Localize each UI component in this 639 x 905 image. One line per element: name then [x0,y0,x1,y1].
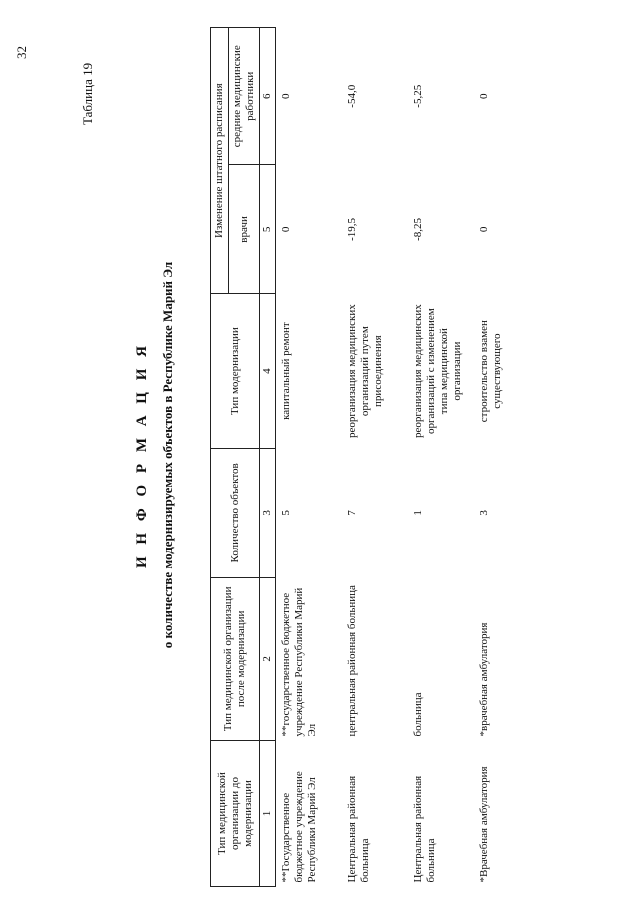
cell-object-count: 7 [346,510,358,516]
modernization-table [210,27,514,887]
column-number: 4 [260,294,276,449]
header-object-count: Количество объектов [211,448,260,577]
cell-nurses: 0 [478,93,490,99]
cell-type-after: **государственное бюджетное учреждение Республики Марий Эл [280,587,318,737]
column-number: 3 [260,448,276,577]
cell-object-count: 3 [478,510,490,516]
cell-doctors: -19,5 [346,217,358,241]
column-number: 5 [260,165,276,294]
header-row [211,28,229,887]
header-modernization-type: Тип модернизации [211,294,260,449]
column-number: 1 [260,740,276,886]
cell-modernization-type: реорганизация медицинских организаций с изменением типа медицинской организации [412,304,463,439]
header-doctors: врачи [229,165,260,294]
cell-modernization-type: капитальный ремонт [280,322,292,420]
cell-type-before: *Врачебная амбулатория [478,766,490,883]
column-number: 2 [260,577,276,740]
document-subtitle: о количестве модернизируемых объектов в Республике Марий Эл [160,261,175,649]
header-type-after: Тип медицинской организации после модернизации [211,577,260,740]
cell-type-before: Центральная районная больница [412,775,437,883]
cell-type-after: больница [412,692,424,737]
cell-doctors: 0 [478,226,490,233]
cell-nurses: -54,0 [346,84,358,108]
cell-nurses: -5,25 [412,84,424,108]
document-title: И Н Ф О Р М А Ц И Я [134,342,150,568]
cell-object-count: 1 [412,510,424,516]
table-row [342,28,408,887]
cell-type-after: *врачебная амбулатория [478,622,490,737]
column-number-row [260,28,276,887]
cell-doctors: -8,25 [412,217,424,241]
cell-type-before: **Государственное бюджетное учреждение Республики Марий Эл [280,771,318,883]
column-number: 6 [260,28,276,165]
header-staff-change: Изменение штатного расписания [211,28,229,294]
table-row [408,28,474,887]
header-type-before: Тип медицинской организации до модернизации [211,740,260,886]
cell-type-after: центральная районная больница [346,585,358,737]
cell-object-count: 5 [280,510,292,516]
cell-doctors: 0 [280,226,292,233]
page-number: 32 [14,46,29,59]
table-row [276,28,343,887]
header-nurses: средние медицинские работники [229,28,260,165]
cell-modernization-type: реорганизация медицинских организаций путем присоединения [346,304,384,439]
cell-modernization-type: строительство взамен существующего [478,320,503,423]
rotated-page [10,15,639,895]
cell-type-before: Центральная районная больница [346,775,371,883]
cell-nurses: 0 [280,93,292,99]
table-row [474,28,514,887]
table-caption: Таблица 19 [80,62,95,125]
